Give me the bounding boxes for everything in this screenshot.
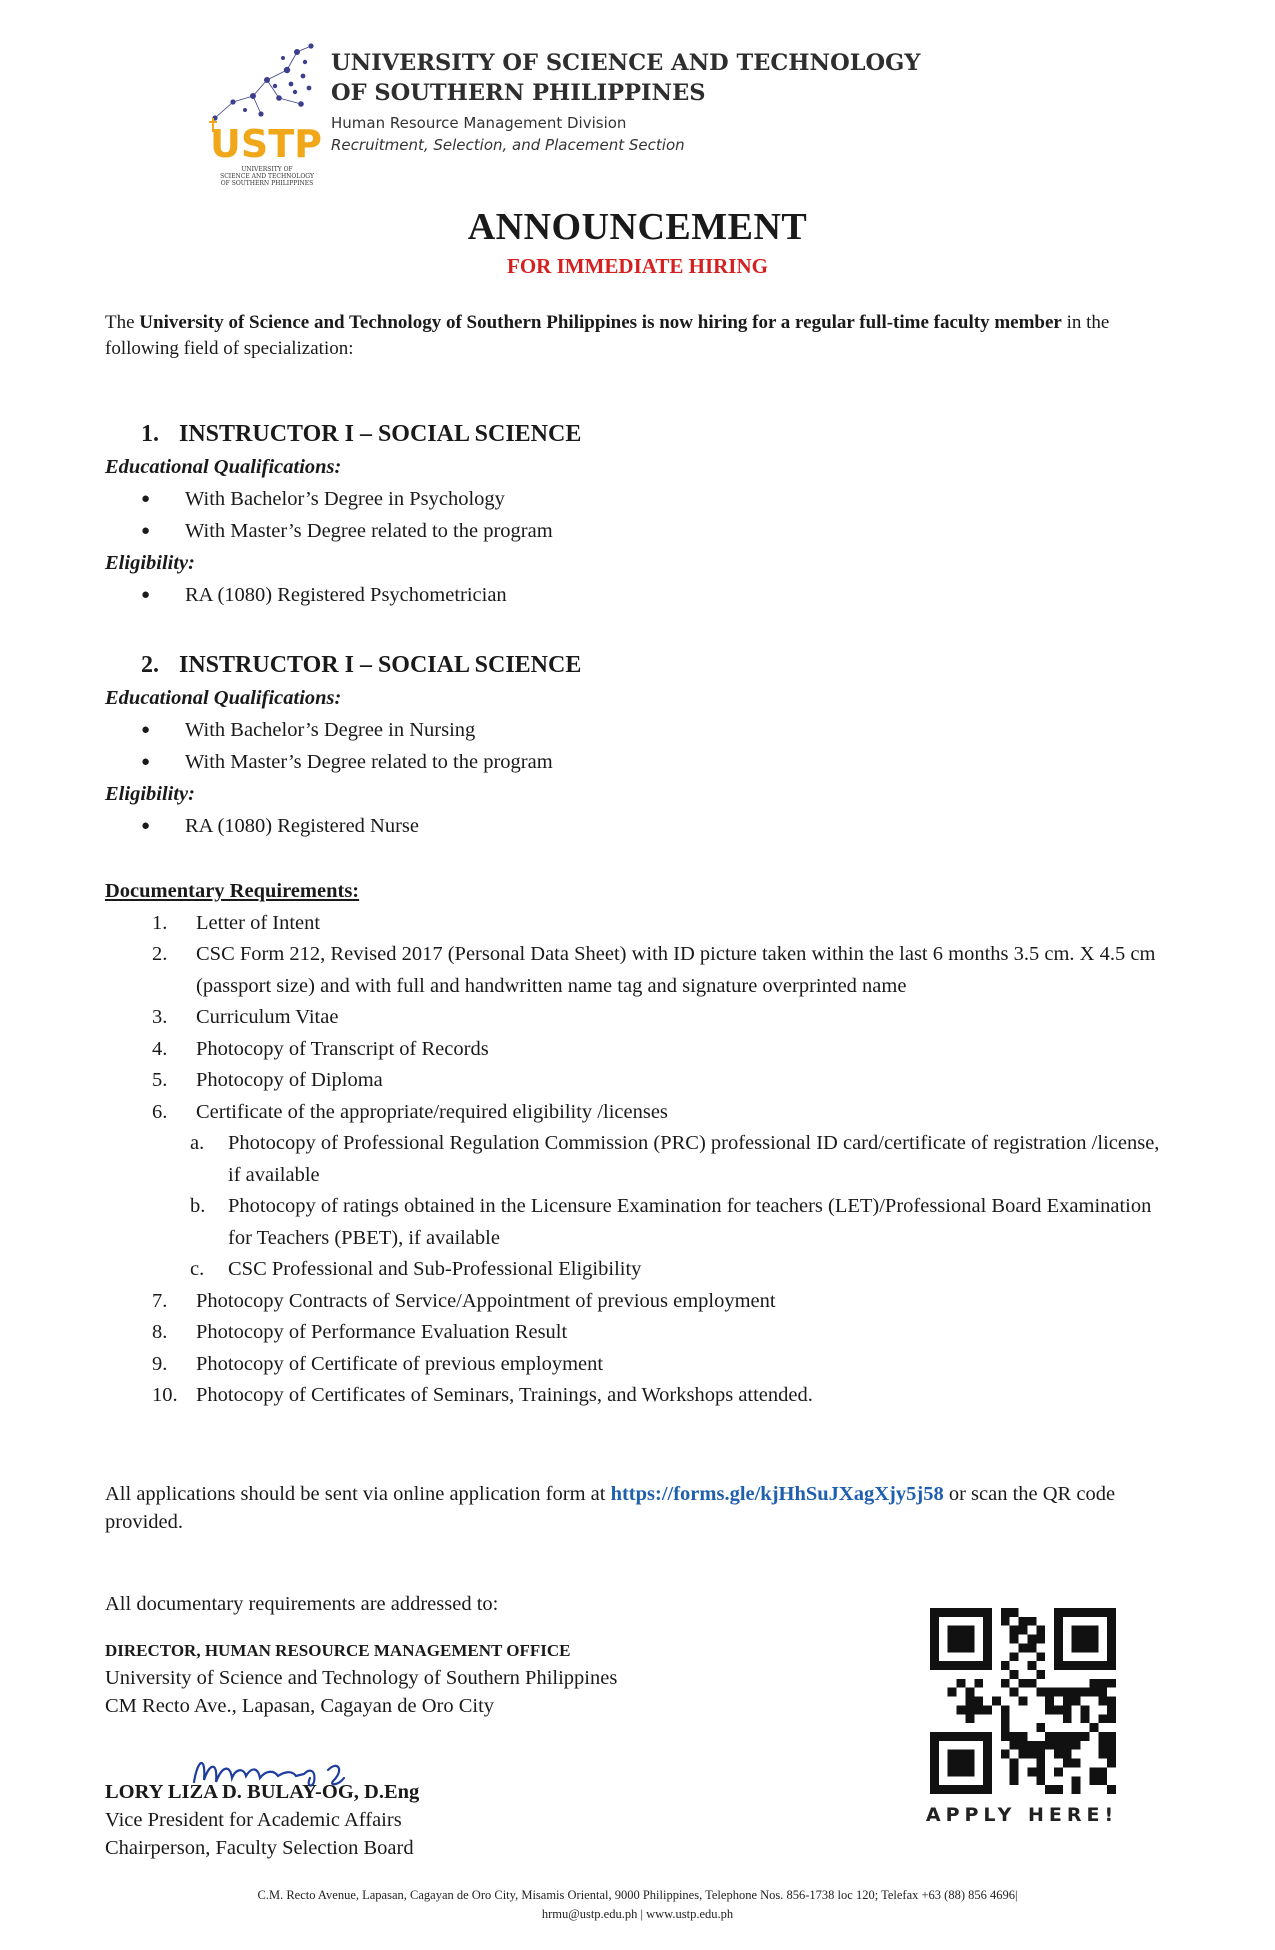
education-label: Educational Qualifications: <box>105 687 342 709</box>
position-number: 1. <box>141 421 159 447</box>
item-number: 6. <box>152 1100 168 1123</box>
item-number: 1. <box>152 911 168 934</box>
list-item-text: With Bachelor’s Degree in Nursing <box>185 719 476 741</box>
ustp-logo-text: USTP <box>210 122 322 166</box>
section-name: Recruitment, Selection, and Placement Section <box>331 136 685 154</box>
apply-tail: or scan the QR code provided. <box>105 1483 1116 1533</box>
position-1 <box>105 417 1175 611</box>
page-title: ANNOUNCEMENT <box>467 206 808 248</box>
item-text: Letter of Intent <box>196 911 321 934</box>
documentary-requirements <box>105 876 1175 1412</box>
list-item <box>105 1002 1175 1034</box>
list-item <box>105 908 1175 940</box>
address-line-2: CM Recto Ave., Lapasan, Cagayan de Oro City <box>105 1695 495 1717</box>
sub-item-text: Photocopy of ratings obtained in the Licensure Examination for teachers (LET)/Professional Board Examination for Teachers (PBET), if available <box>228 1195 1152 1249</box>
item-number: 3. <box>152 1006 168 1028</box>
list-item <box>105 810 1175 842</box>
sub-item-letter: b. <box>190 1195 206 1217</box>
signer-name: LORY LIZA D. BULAY-OG, D.Eng <box>105 1781 420 1803</box>
intro-lead: The <box>105 312 140 333</box>
sub-list-item <box>105 1191 1175 1254</box>
list-item-text: With Bachelor’s Degree in Psychology <box>185 488 505 510</box>
page-footer <box>0 1886 1275 1924</box>
apply-paragraph <box>105 1480 1175 1536</box>
letterhead <box>205 40 965 190</box>
footer-contact: hrmu@ustp.edu.ph | www.ustp.edu.ph <box>541 1907 734 1921</box>
bullet-icon: ● <box>141 523 151 539</box>
sub-item-text: CSC Professional and Sub-Professional Eligibility <box>228 1258 642 1280</box>
sub-item-text: Photocopy of Professional Regulation Commission (PRC) professional ID card/certificate of registration /license, if available <box>228 1132 1160 1186</box>
item-text: CSC Form 212, Revised 2017 (Personal Data Sheet) with ID picture taken within the last 6 months 3.5 cm. X 4.5 cm (passport size) and with full and handwritten name tag and signature overprinted name <box>196 943 1156 997</box>
item-text: Photocopy of Certificates of Seminars, Trainings, and Workshops attended. <box>196 1384 813 1406</box>
list-item <box>105 1317 1175 1349</box>
sub-item-letter: a. <box>190 1132 205 1154</box>
qr-caption: APPLY HERE! <box>925 1804 1119 1826</box>
list-item <box>105 579 1175 611</box>
list-item-text: RA (1080) Registered Nurse <box>185 815 419 837</box>
footer-address: C.M. Recto Avenue, Lapasan, Cagayan de Oro City, Misamis Oriental, 9000 Philippines, Telephone Nos. 856-1738 loc 120; Telefax +63 (88) 856 4696| <box>257 1888 1018 1902</box>
address-line-1: University of Science and Technology of Southern Philippines <box>105 1667 618 1689</box>
item-number: 2. <box>152 943 168 965</box>
university-name: UNIVERSITY OF SCIENCE AND TECHNOLOGY OF SOUTHERN PHILIPPINES <box>331 50 921 106</box>
eligibility-label: Eligibility: <box>105 783 195 805</box>
item-number: 7. <box>152 1289 168 1312</box>
director-title: DIRECTOR, HUMAN RESOURCE MANAGEMENT OFFICE <box>105 1641 571 1660</box>
bullet-icon: ● <box>141 818 151 834</box>
item-number: 5. <box>152 1069 168 1091</box>
list-item <box>105 1034 1175 1066</box>
item-text: Certificate of the appropriate/required eligibility /licenses <box>196 1100 668 1123</box>
application-form-link[interactable]: https://forms.gle/kjHhSuJXagXjy5j58 <box>610 1483 944 1505</box>
education-label: Educational Qualifications: <box>105 456 342 478</box>
list-item <box>105 515 1175 547</box>
list-item <box>105 1065 1175 1097</box>
item-number: 9. <box>152 1352 168 1375</box>
apply-lead: All applications should be sent via online application form at <box>105 1483 611 1505</box>
bullet-icon: ● <box>141 754 151 770</box>
list-item <box>105 1097 1175 1129</box>
bullet-icon: ● <box>141 491 151 507</box>
item-number: 10. <box>152 1384 178 1406</box>
item-number: 8. <box>152 1321 168 1343</box>
signer-role-1: Vice President for Academic Affairs <box>105 1809 402 1831</box>
sub-list-item <box>105 1128 1175 1191</box>
signer-block <box>105 1778 705 1862</box>
qr-block[interactable] <box>922 1598 1122 1838</box>
position-title <box>141 648 1175 682</box>
position-number: 2. <box>141 652 159 678</box>
position-title-text: INSTRUCTOR I – SOCIAL SCIENCE <box>179 421 582 447</box>
position-title-text: INSTRUCTOR I – SOCIAL SCIENCE <box>179 652 582 678</box>
list-item <box>105 483 1175 515</box>
list-item <box>105 714 1175 746</box>
bullet-icon: ● <box>141 587 151 603</box>
logo-subtext: UNIVERSITY OF SCIENCE AND TECHNOLOGY OF SOUTHERN PHILIPPINES <box>220 166 314 187</box>
sub-list-item <box>105 1254 1175 1286</box>
item-text: Photocopy of Certificate of previous employment <box>196 1352 604 1375</box>
position-2 <box>105 648 1175 842</box>
list-item <box>105 1380 1175 1412</box>
requirements-heading: Documentary Requirements: <box>105 880 360 902</box>
intro-tail: in the following field of specialization: <box>105 312 1110 359</box>
list-item-text: RA (1080) Registered Psychometrician <box>185 584 507 606</box>
sub-item-letter: c. <box>190 1258 205 1280</box>
item-number: 4. <box>152 1037 168 1060</box>
list-item <box>105 746 1175 778</box>
position-title <box>141 417 1175 451</box>
item-text: Photocopy of Diploma <box>196 1069 383 1091</box>
item-text: Photocopy Contracts of Service/Appointment of previous employment <box>196 1289 776 1312</box>
list-item <box>105 1286 1175 1318</box>
qr-code-icon[interactable] <box>930 1608 1116 1794</box>
item-text: Photocopy of Transcript of Records <box>196 1037 489 1060</box>
address-lead: All documentary requirements are addressed to: <box>105 1593 499 1615</box>
list-item-text: With Master’s Degree related to the program <box>185 751 553 773</box>
list-item-text: With Master’s Degree related to the program <box>185 520 553 542</box>
item-text: Curriculum Vitae <box>196 1006 339 1028</box>
signer-role-2: Chairperson, Faculty Selection Board <box>105 1837 414 1859</box>
division-name: Human Resource Management Division <box>331 114 627 132</box>
eligibility-label: Eligibility: <box>105 552 195 574</box>
intro-paragraph <box>105 310 1175 362</box>
intro-bold: University of Science and Technology of Southern Philippines is now hiring for a regular full-time faculty member <box>139 312 1062 333</box>
list-item <box>105 1349 1175 1381</box>
address-block <box>105 1590 805 1720</box>
bullet-icon: ● <box>141 722 151 738</box>
item-text: Photocopy of Performance Evaluation Result <box>196 1321 568 1343</box>
page-subtitle: FOR IMMEDIATE HIRING <box>507 254 768 278</box>
list-item <box>105 939 1175 1002</box>
